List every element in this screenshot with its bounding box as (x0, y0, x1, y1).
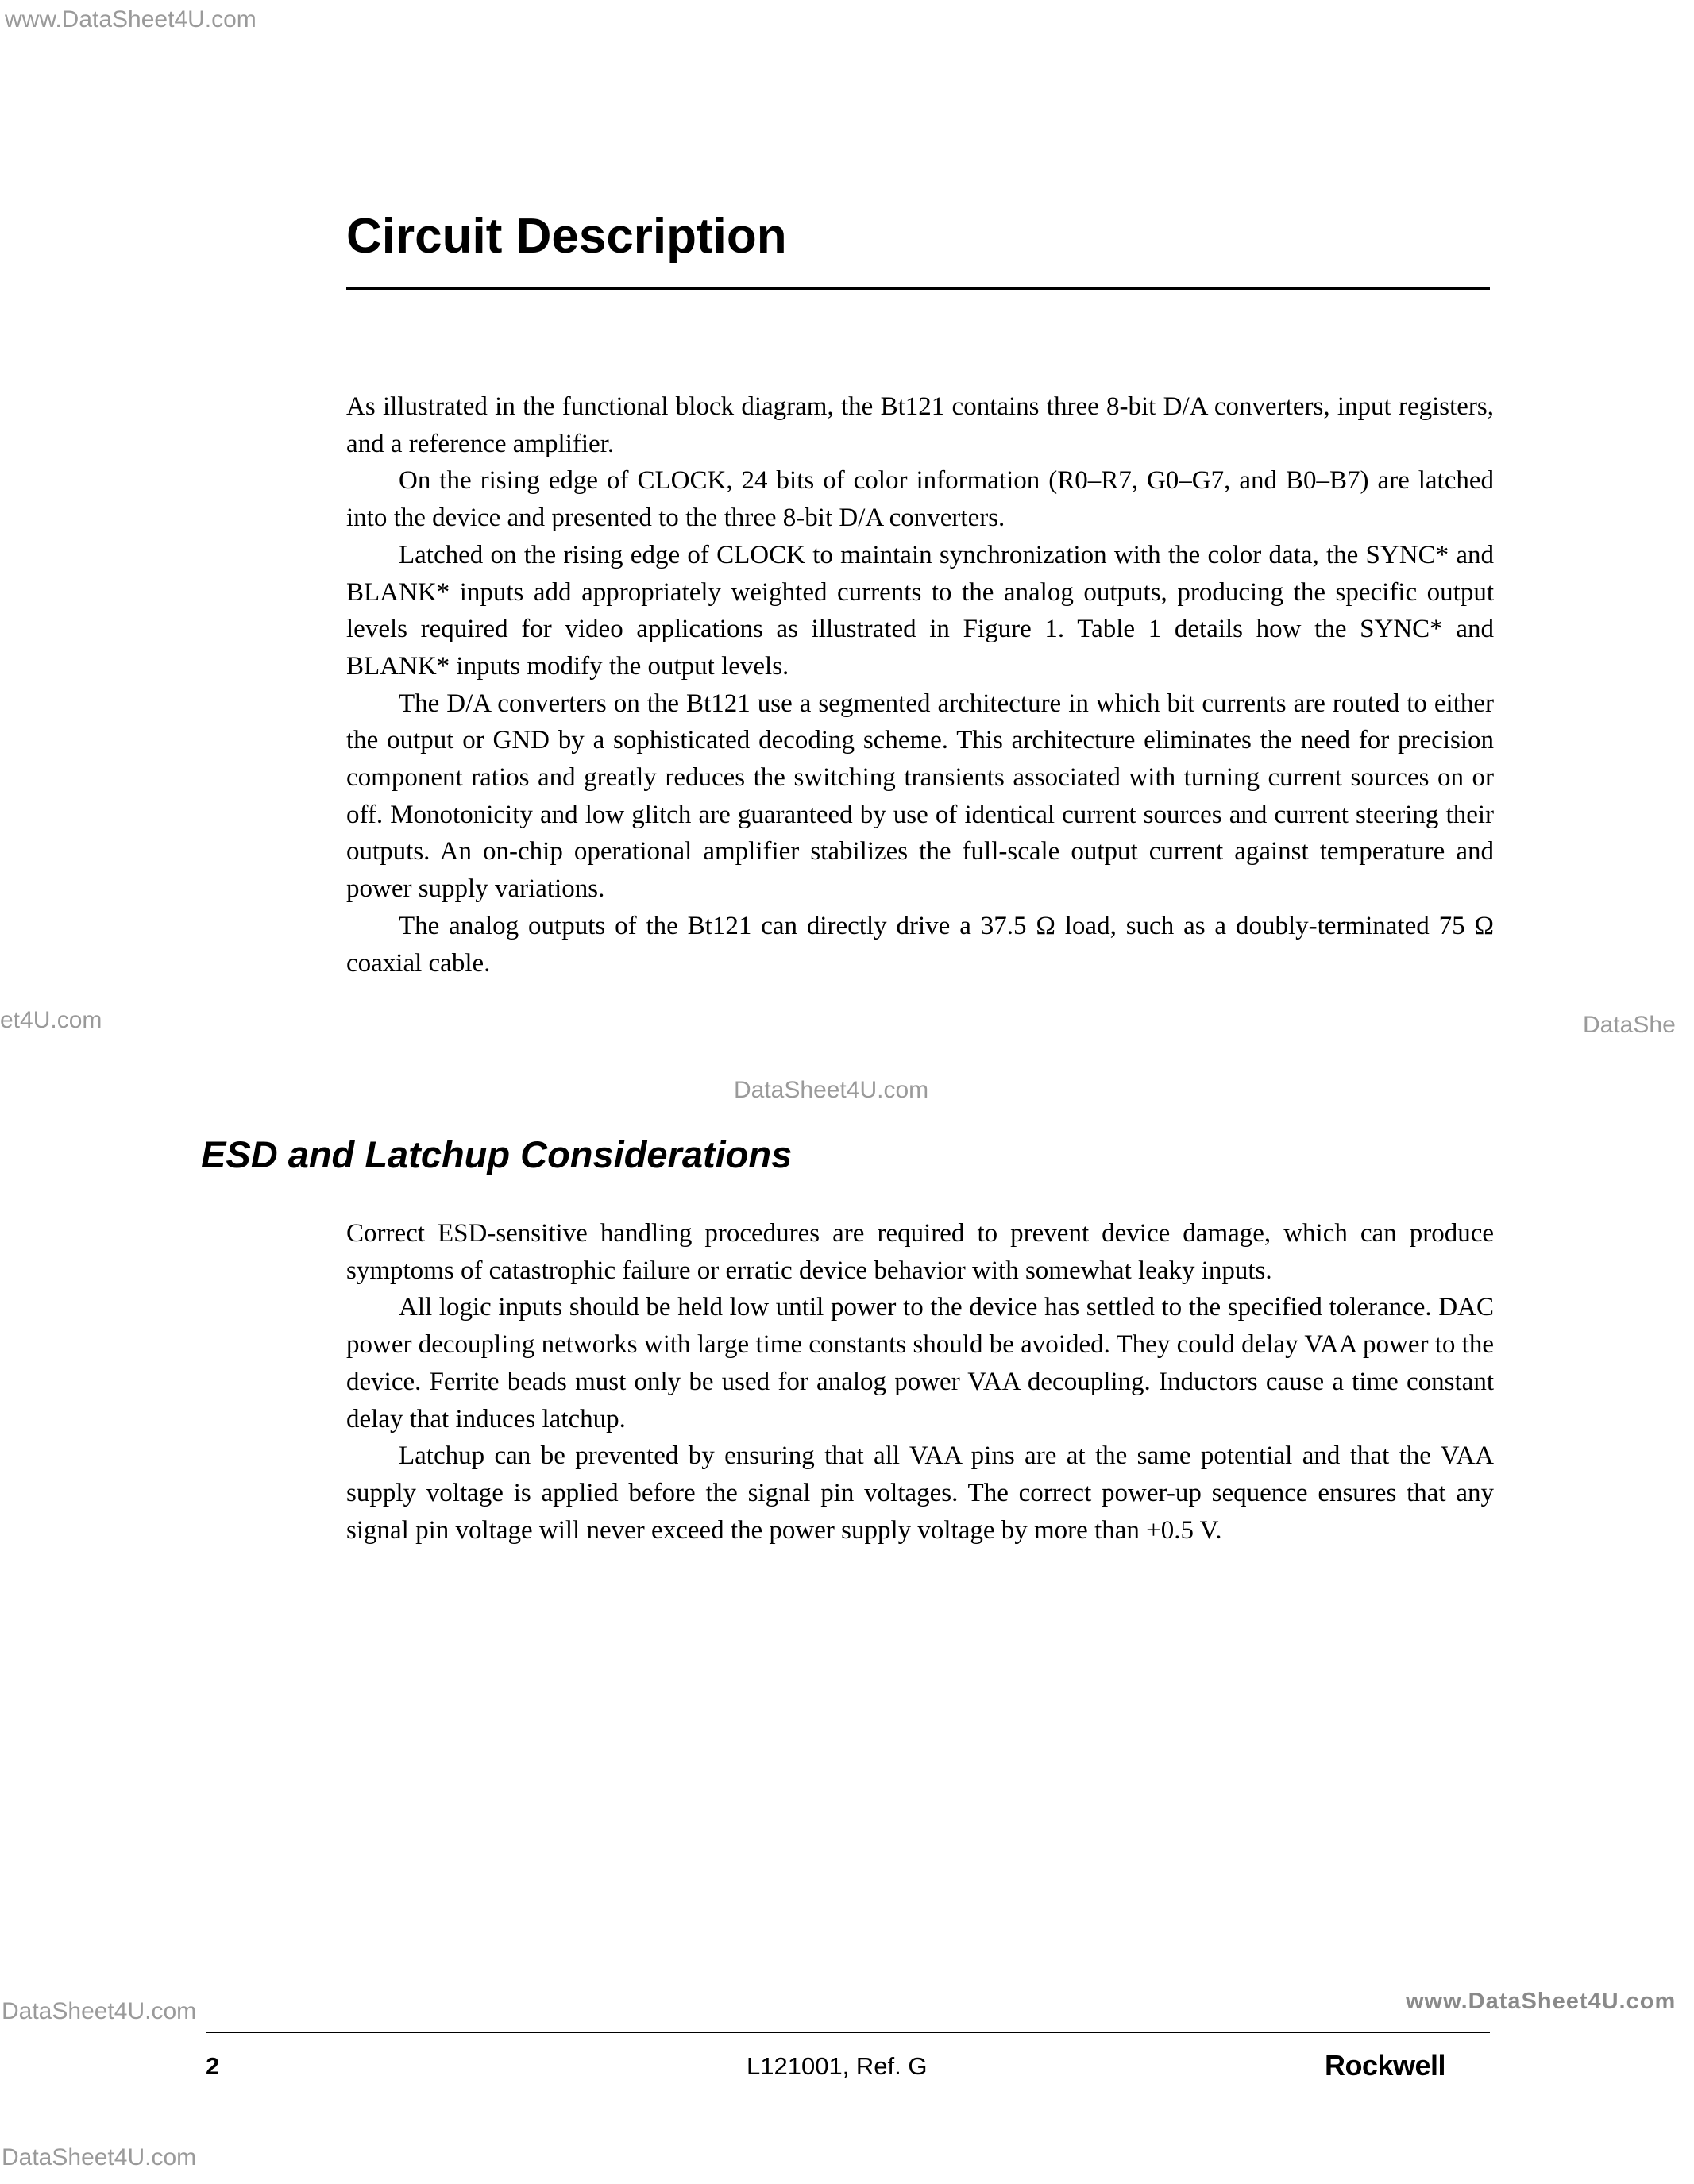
esd-latchup-body (346, 1215, 1494, 1549)
watermark-very-bottom-left: DataSheet4U.com (2, 2144, 197, 2170)
paragraph: The D/A converters on the Bt121 use a segmented architecture in which bit currents are routed to either the output or GND by a sophisticated decoding scheme. This architecture eliminates the need for precision component ratios and greatly reduces the switching transients associated with turning current sources on or off. Monotonicity and low glitch are guaranteed by use of identical current sources and current steering their outputs. An on-chip operational amplifier stabilizes the full-scale output current against temperature and power supply variations. (346, 689, 1494, 904)
document-reference: L121001, Ref. G (747, 2052, 928, 2080)
paragraph: Correct ESD-sensitive handling procedures are required to prevent device damage, which can produce symptoms of catastrophic failure or erratic device behavior with somewhat leaky inputs. (346, 1219, 1494, 1285)
footer-rule (206, 2032, 1490, 2033)
section-title-esd-latchup: ESD and Latchup Considerations (201, 1133, 793, 1175)
title-rule (346, 287, 1490, 290)
watermark-mid-left: et4U.com (0, 1007, 102, 1033)
brand-logo: Rockwell (1325, 2049, 1446, 2082)
paragraph: Latchup can be prevented by ensuring that all VAA pins are at the same potential and that the VAA supply voltage is applied before the signal pin voltages. The correct power-up sequence ensures that any signal pin voltage will never exceed the power supply voltage by more than +0.5 V. (346, 1441, 1494, 1545)
watermark-bottom-right: www.DataSheet4U.com (1406, 1989, 1677, 2014)
watermark-bottom-left: DataSheet4U.com (2, 1998, 197, 2024)
circuit-description-body (346, 388, 1494, 982)
section-title-circuit-description: Circuit Description (346, 209, 787, 264)
page-number: 2 (206, 2052, 220, 2080)
paragraph: As illustrated in the functional block diagram, the Bt121 contains three 8-bit D/A converters, input registers, and a reference amplifier. (346, 392, 1494, 458)
paragraph: Latched on the rising edge of CLOCK to maintain synchronization with the color data, the SYNC* and BLANK* inputs add appropriately weighted currents to the analog outputs, producing the specific output levels required for video applications as illustrated in Figure 1. Table 1 details how the SYNC* and BLANK* inputs modify the output levels. (346, 540, 1494, 681)
watermark-mid-center: DataSheet4U.com (734, 1077, 929, 1103)
watermark-top-left: www.DataSheet4U.com (5, 6, 257, 33)
paragraph: The analog outputs of the Bt121 can directly drive a 37.5 Ω load, such as a doubly-terminated 75 Ω coaxial cable. (346, 911, 1494, 978)
paragraph: On the rising edge of CLOCK, 24 bits of color information (R0–R7, G0–G7, and B0–B7) are latched into the device and presented to the three 8-bit D/A converters. (346, 466, 1494, 533)
watermark-mid-right: DataShe (1583, 1012, 1676, 1038)
paragraph: All logic inputs should be held low until power to the device has settled to the specified tolerance. DAC power decoupling networks with large time constants should be avoided. They could delay VAA power to the device. Ferrite beads must only be used for analog power VAA decoupling. Inductors cause a time constant delay that induces latchup. (346, 1293, 1494, 1433)
